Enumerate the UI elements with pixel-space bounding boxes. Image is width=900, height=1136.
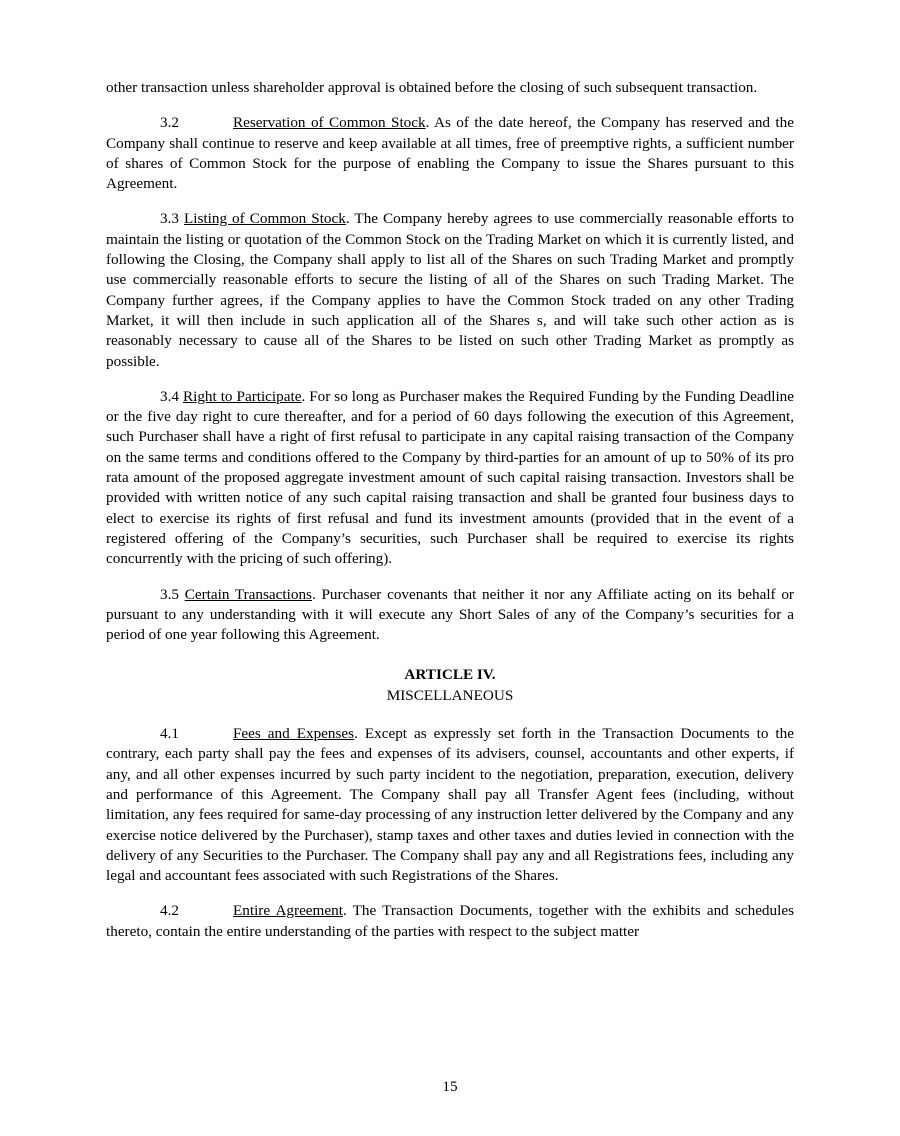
paragraph-4-1 [106,724,794,886]
article-title: ARTICLE IV. [404,666,496,684]
page-number: 15 [442,1078,458,1095]
section-heading: Right to Participate [182,387,302,405]
section-number: 3.2 [160,114,179,132]
section-heading: Fees and Expenses [232,725,355,743]
section-heading: Entire Agreement [232,902,343,920]
paragraph-3-5 [106,585,794,646]
paragraph-text: . Except as expressly set forth in the Transaction Documents to the contrary, each party shall pay the fees and expenses of its advisers, counsel, accountants and other experts, if any, and all other expenses incurred by such party incident to the negotiation, preparation, execution, delivery and performance of this Agreement. The Company shall pay all Transfer Agent fees (including, without limitation, any fees required for same-day processing of any instruction letter delivered by the Company and any exercise notice delivered by the Purchaser), stamp taxes and other taxes and duties levied in connection with the delivery of any Securities to the Purchaser. The Company shall pay any and all Registrations fees, including any legal and accountant fees associated with such Registrations of the Shares. [106,725,794,885]
paragraph-4-2 [106,901,794,942]
section-heading: Reservation of Common Stock [232,114,426,132]
paragraph-text: . Purchaser covenants that neither it nor any Affiliate acting on its behalf or pursuant to any understanding with it will execute any Short Sales of any of the Company’s securities for a period of one year following this Agreement. [106,585,794,644]
paragraph-3-3 [106,209,794,371]
paragraph-text: other transaction unless shareholder approval is obtained before the closing of such subsequent transaction. [106,79,758,96]
article-subtitle: MISCELLANEOUS [386,686,514,704]
paragraph-continued [106,78,794,98]
section-heading: Certain Transactions [184,585,312,603]
section-number: 4.2 [160,902,179,920]
section-number: 3.5 [160,585,179,603]
paragraph-text: . The Transaction Documents, together with the exhibits and schedules thereto, contain the entire understanding of the parties with respect to the subject matter [106,902,794,940]
section-heading: Listing of Common Stock [184,210,346,228]
paragraph-3-2 [106,113,794,194]
paragraph-3-4 [106,387,794,570]
paragraph-text: . For so long as Purchaser makes the Required Funding by the Funding Deadline or the five day right to cure thereafter, and for a period of 60 days following the execution of this Agreement, such Purchaser shall have a right of first refusal to participate in any capital raising transaction of the Company on the same terms and conditions offered to the Company by third-parties for an amount of up to 50% of its pro rata amount of the proposed aggregate investment amount of such capital raising transaction. Investors shall be provided with written notice of any such capital raising transaction and shall be granted four business days to elect to exercise its rights of first refusal and fund its investment amounts (provided that in the event of a registered offering of the Company’s securities, such Purchaser shall be required to exercise its rights concurrently with the pricing of such offering). [106,387,794,568]
paragraph-text: . As of the date hereof, the Company has reserved and the Company shall continue to reserve and keep available at all times, free of preemptive rights, a sufficient number of shares of Common Stock for the purpose of enabling the Company to issue the Shares pursuant to this Agreement. [106,114,794,193]
section-number: 4.1 [160,725,179,743]
paragraph-text: . The Company hereby agrees to use commercially reasonable efforts to maintain the listing or quotation of the Common Stock on the Trading Market on which it is currently listed, and following the Closing, the Company shall apply to list all of the Shares on such Trading Market and promptly use commercially reasonable efforts to secure the listing of all of the Shares on such Trading Market. The Company further agrees, if the Company applies to have the Common Stock traded on any other Trading Market, it will then include in such application all of the Shares s, and will take such other action as is reasonably necessary to cause all of the Shares to be listed on such other Trading Market as promptly as possible. [106,210,794,370]
section-number: 3.3 [160,210,179,228]
section-number: 3.4 [160,387,179,405]
